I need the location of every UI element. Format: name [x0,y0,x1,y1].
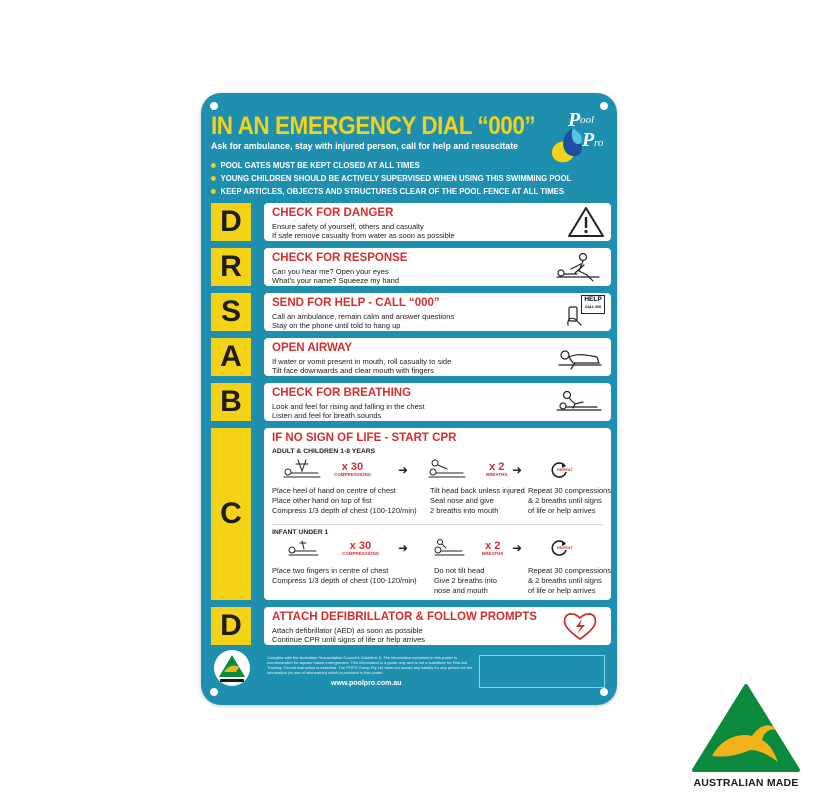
compressions-multiplier: x 30 COMPRESSIONS [342,540,379,556]
sign-title: IN AN EMERGENCY DIAL “000” [211,112,536,140]
australian-made-mini-logo [214,650,250,686]
step-title: CHECK FOR BREATHING [272,387,412,399]
defibrillator-heart-icon [561,610,599,642]
step-letter-s: S [211,293,251,331]
footer-disclaimer: Complies with the Australian Resuscitation Council’s Guideline 8. The information contained in this poster is recommended for aquatic based emergencies. This information is a guide only and is not a substitute for First Aid Training. Formal instruction is essential. The POPS Group Pty Ltd does not accept any liability for any person for the information (or use of information) which is provided in this poster. [267,655,473,675]
adult-compression-instructions: Place heel of hand on centre of chest Place other hand on top of fist Compress 1/3 depth of chest (100-120/min) [272,486,417,515]
step-card-send-help [264,293,611,331]
help-callout: HELP CALL 000 [581,295,605,314]
infant-repeat-instructions: Repeat 30 compressions & 2 breaths until signs of life or help arrives [528,566,611,595]
defib-title: ATTACH DEFIBRILLATOR & FOLLOW PROMPTS [272,611,537,623]
arrow-right-icon: ➜ [398,463,409,477]
step-instruction: If water or vomit present in mouth, roll casualty to side [272,357,452,366]
step-card-response [264,248,611,286]
australian-made-label: AUSTRALIAN MADE [693,777,799,789]
bullet-dot-icon [211,189,216,194]
breaths-multiplier: x 2 BREATHS [486,461,508,477]
svg-text:ro: ro [594,137,604,149]
mounting-hole-bottom-right [600,688,608,696]
step-letter-r: R [211,248,251,286]
step-title: CHECK FOR RESPONSE [272,252,408,264]
step-instruction: Call an ambulance, remain calm and answer questions [272,312,455,321]
svg-text:P: P [582,129,595,151]
safety-rules-list [211,159,590,198]
infant-breath-instructions: Do not tilt head Give 2 breaths into nose and mouth [434,566,497,595]
australian-made-triangle-icon [690,684,802,774]
step-card-cpr [264,428,611,600]
step-instruction: Look and feel for rising and falling in the chest [272,402,425,411]
svg-text:P: P [568,109,581,131]
step-instruction: Tilt face downwards and clear mouth with fingers [272,366,434,375]
footer-website: www.poolpro.com.au [331,680,402,687]
arrow-right-icon: ➜ [512,463,523,477]
compressions-multiplier: x 30 COMPRESSIONS [334,461,371,477]
chest-compression-icon [282,458,322,480]
cpr-title: IF NO SIGN OF LIFE - START CPR [272,432,457,444]
step-letter-b: B [211,383,251,421]
infant-compression-icon [286,539,320,557]
adult-breath-instructions: Tilt head back unless injured Seal nose and give 2 breaths into mouth [430,486,525,515]
warning-icon [567,206,605,238]
step-letter-a: A [211,338,251,376]
bullet-dot-icon [211,176,216,181]
step-card-defibrillator [264,607,611,645]
step-title: CHECK FOR DANGER [272,207,394,219]
adult-heading: ADULT & CHILDREN 1-8 YEARS [272,448,376,455]
airway-icon [553,341,605,373]
footer-blank-panel [479,655,605,688]
breathing-icon [553,386,605,418]
step-title: SEND FOR HELP - CALL “000” [272,297,440,309]
infant-compression-instructions: Place two fingers in centre of chest Compress 1/3 depth of chest (100-120/min) [272,566,417,585]
step-letter-d-defib: D [211,607,251,645]
pool-pro-logo [546,106,608,166]
step-letter-d: D [211,203,251,241]
repeat-icon: REPEAT [549,460,575,480]
step-instruction: If safe remove casualty from water as soon as possible [272,231,455,240]
australian-made-badge [690,684,802,796]
bullet-dot-icon [211,163,216,168]
step-letter-c: C [211,428,251,600]
infant-heading: INFANT UNDER 1 [272,529,329,536]
mounting-hole-bottom-left [210,688,218,696]
defib-instruction: Attach defibrillator (AED) as soon as possible [272,626,423,635]
repeat-icon: REPEAT [549,538,575,558]
phone-help-icon [565,295,605,329]
cpr-divider [272,524,603,525]
rescue-breath-icon [427,458,467,480]
emergency-sign [201,93,617,705]
step-instruction: Can you hear me? Open your eyes [272,267,389,276]
step-card-danger [264,203,611,241]
svg-text:ool: ool [580,114,595,126]
step-title: OPEN AIRWAY [272,342,353,354]
adult-repeat-instructions: Repeat 30 compressions & 2 breaths until signs of life or help arrives [528,486,611,515]
step-instruction: Ensure safety of yourself, others and casualty [272,222,424,231]
response-icon [553,251,605,283]
safety-rule: YOUNG CHILDREN SHOULD BE ACTIVELY SUPERVISED WHEN USING THIS SWIMMING POOL [211,172,571,185]
mounting-hole-top-left [210,102,218,110]
arrow-right-icon: ➜ [398,541,409,555]
safety-rule: POOL GATES MUST BE KEPT CLOSED AT ALL TIMES [211,159,571,172]
sign-subtitle: Ask for ambulance, stay with injured person, call for help and resuscitate [211,141,519,152]
step-instruction: What’s your name? Squeeze my hand [272,276,400,285]
step-instruction: Listen and feel for breath sounds [272,411,382,420]
step-card-airway [264,338,611,376]
step-card-breathing [264,383,611,421]
arrow-right-icon: ➜ [512,541,523,555]
kangaroo-icon [214,650,250,686]
step-instruction: Stay on the phone until told to hang up [272,321,401,330]
safety-rule: KEEP ARTICLES, OBJECTS AND STRUCTURES CLEAR OF THE POOL FENCE AT ALL TIMES [211,185,571,198]
defib-instruction: Continue CPR until signs of life or help arrives [272,635,425,644]
breaths-multiplier: x 2 BREATHS [482,540,504,556]
infant-breath-icon [432,539,468,557]
